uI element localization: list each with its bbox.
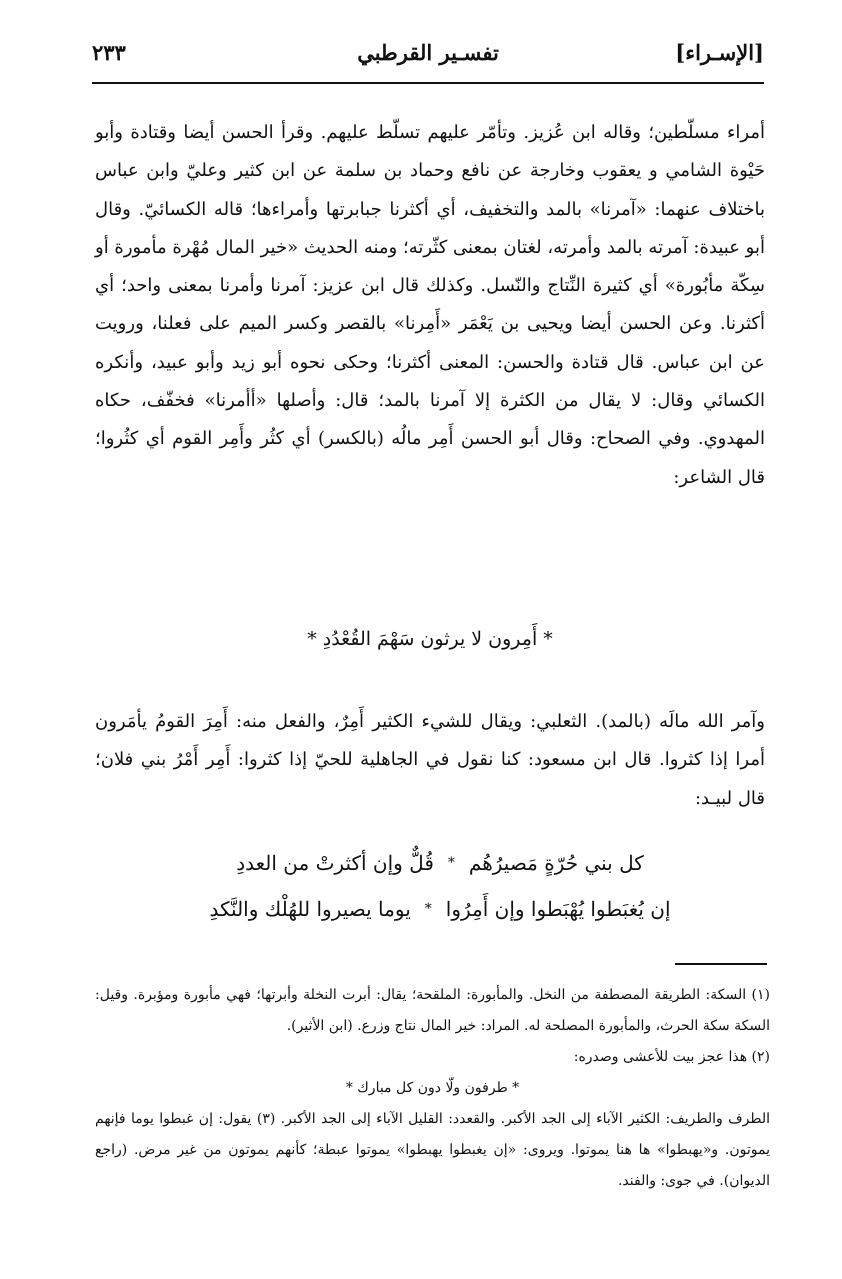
poem-hemistich: إن يُغبَطوا يُهْبَطوا وإن أَمِرُوا	[445, 897, 671, 921]
poem-block	[200, 840, 680, 932]
main-paragraph	[95, 114, 765, 497]
book-title: تفسـير القرطبي	[357, 40, 499, 65]
footnote-2: (٢) هذا عجز بيت للأعشى وصدره:	[573, 1049, 770, 1065]
chapter-title: [الإسـراء]	[675, 40, 764, 65]
footnote-1: (١) السكة: الطريقة المصطفة من النخل. والمأبورة: الملقحة؛ يقال: أبرت النخلة وأبرتها؛ فهي مأبورة ومؤبرة. وقيل: السكة سكة الحرث، والمأبورة المصلحة له. المراد: خير المال نتاج وزرع. (ابن الأثير).	[95, 987, 770, 1034]
poem-separator: *	[424, 901, 432, 917]
poem-hemistich: كل بني حُرّةٍ مَصيرُهُم	[468, 851, 644, 875]
paragraph-2: وآمر الله مالَه (بالمد). الثعلبي: ويقال للشيء الكثير أَمِرٌ، والفعل منه: أَمِرَ القومُ يأمَرون أمرا إذا كثروا. قال ابن مسعود: كنا نقول في الجاهلية للحيّ إذا كثروا: أَمِر أَمْرُ بني فلان؛ قال لبيـد:	[95, 711, 765, 809]
second-paragraph	[95, 685, 765, 836]
poem-line-1	[200, 840, 680, 886]
running-header	[92, 38, 764, 84]
poem-line-2	[200, 886, 680, 932]
quoted-verse: * أَمِرون لا يرثون سَهْمَ القُعْدُدِ *	[307, 628, 553, 650]
page-number: ٢٣٣	[92, 40, 126, 65]
footnote-3: الطرف والطريف: الكثير الآباء إلى الجد الأكبر. والقعدد: القليل الآباء إلى الجد الأكبر. (٣) يقول: إن غبطوا يوما فإنهم يموتون. و«يهبطوا» ها هنا يموتوا. ويروى: «إن يغبطوا يهبطوا» يموتوا عبطة؛ كأنهم يموتون من غير مرض. (راجع الديوان). في جوى: والفند.	[95, 1111, 770, 1189]
poem-separator: *	[447, 855, 455, 871]
footnote-2-verse: * طرفون ولّا دون كل مبارك *	[345, 1080, 520, 1096]
poem-hemistich: يوما يصيروا للهُلْك والنَّكدِ	[209, 897, 411, 921]
paragraph-1: أمراء مسلّطين؛ وقاله ابن عُزيز. وتأمّر عليهم تسلّط عليهم. وقرأ الحسن أيضا وقتادة وأبو حَيْوة الشامي و يعقوب وخارجة عن نافع وحماد بن سلمة عن ابن كثير وعليّ وابن عباس باختلاف عنهما: «آمرنا» بالمد والتخفيف، أي أكثرنا جبابرتها وأمراءها؛ قاله الكسائيّ. وقال أبو عبيدة: آمرته بالمد وأمرته، لغتان بمعنى كثّرته؛ ومنه الحديث «خير المال مُهْرة مأمورة أو سِكّة مأبُورة» أي كثيرة النِّتاج والنّسل. وكذلك قال ابن عزيز: آمرنا وأمرنا بمعنى واحد؛ أي أكثرنا. وعن الحسن أيضا ويحيى بن يَعْمَر «أَمِرنا» بالقصر وكسر الميم على فعلنا، ورويت عن ابن عباس. قال قتادة والحسن: المعنى أكثرنا؛ وحكى نحوه أبو زيد وأبو عبيد، وأنكره الكسائي وقال: لا يقال من الكثرة إلا آمرنا بالمد؛ قال: وأصلها «أأمرنا» فخفّف، حكاه المهدوي. وفي الصحاح: وقال أبو الحسن أَمِر مالُه (بالكسر) أي كثُر وأَمِر القوم أي كثُروا؛ قال الشاعر:	[95, 122, 765, 488]
footnotes	[95, 980, 770, 1197]
footnote-divider	[675, 963, 767, 965]
poem-hemistich: قُلٌّ وإن أكثرتْ من العددِ	[236, 851, 434, 875]
